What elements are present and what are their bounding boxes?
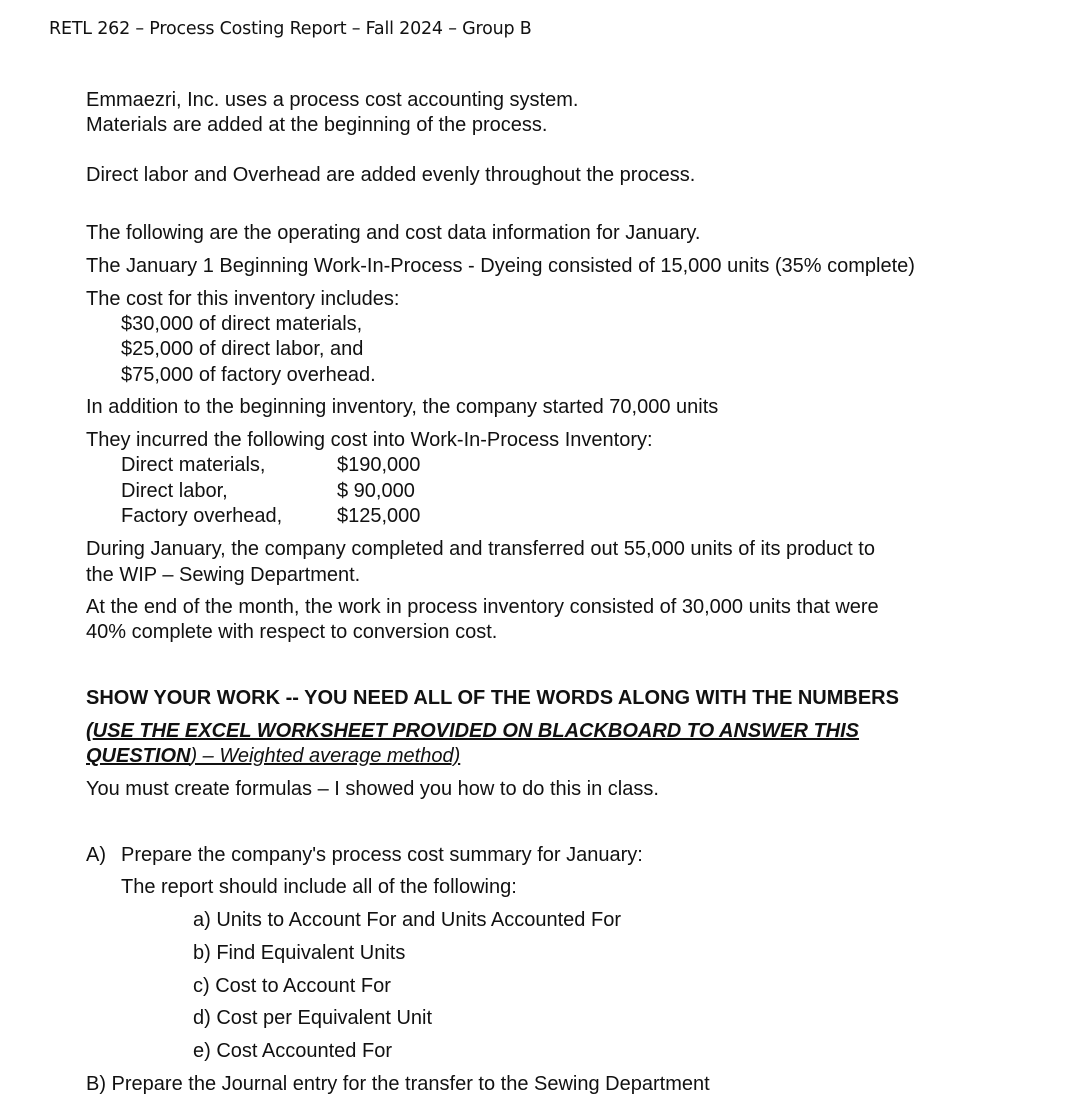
requirement-item: d) Cost per Equivalent Unit <box>193 1007 433 1029</box>
incurred-amount: $125,000 <box>337 505 421 527</box>
beginning-cost-materials: $30,000 of direct materials, <box>121 313 363 335</box>
incurred-amount: $190,000 <box>337 454 421 476</box>
formulas-instruction: You must create formulas – I showed you how to do this in class. <box>86 778 659 800</box>
transferred-line-1: During January, the company completed and transferred out 55,000 units of its product to <box>86 538 875 560</box>
excel-instruction-text: USE THE EXCEL WORKSHEET PROVIDED ON BLACKBOARD TO ANSWER THIS <box>92 720 860 742</box>
incurred-label: Direct materials, <box>121 454 266 476</box>
excel-question-word: QUESTION <box>86 745 191 767</box>
data-line-2: The January 1 Beginning Work-In-Process - Dyeing consisted of 15,000 units (35% complete) <box>86 255 915 277</box>
intro-line-2: Materials are added at the beginning of the process. <box>86 114 548 136</box>
transferred-line-2: the WIP – Sewing Department. <box>86 564 361 586</box>
excel-open-paren: ( <box>86 720 93 742</box>
incurred-label: Factory overhead, <box>121 505 283 527</box>
requirement-item: c) Cost to Account For <box>193 975 391 997</box>
excel-instruction-line-2 <box>86 744 460 768</box>
excel-instruction-line-1 <box>86 719 859 743</box>
requirement-item: a) Units to Account For and Units Accounted For <box>193 909 621 931</box>
question-a-text: Prepare the company's process cost summary for January: <box>121 844 643 866</box>
intro-line-3: Direct labor and Overhead are added evenly throughout the process. <box>86 164 696 186</box>
ending-line-1: At the end of the month, the work in process inventory consisted of 30,000 units that were <box>86 596 879 618</box>
data-line-3: The cost for this inventory includes: <box>86 288 400 310</box>
page-header: RETL 262 – Process Costing Report – Fall 2024 – Group B <box>49 19 532 39</box>
incurred-row-overhead <box>121 504 521 528</box>
weighted-average-method: ) – Weighted average method) <box>190 745 461 767</box>
question-a-label: A) <box>86 844 106 866</box>
question-a <box>86 843 643 867</box>
requirement-item: b) Find Equivalent Units <box>193 942 406 964</box>
incurred-row-materials <box>121 453 521 477</box>
beginning-cost-labor: $25,000 of direct labor, and <box>121 338 364 360</box>
question-b: B) Prepare the Journal entry for the transfer to the Sewing Department <box>86 1073 710 1095</box>
requirement-item: e) Cost Accounted For <box>193 1040 392 1062</box>
question-a-subtext: The report should include all of the following: <box>121 876 517 898</box>
data-line-1: The following are the operating and cost data information for January. <box>86 222 701 244</box>
intro-line-1: Emmaezri, Inc. uses a process cost accounting system. <box>86 89 579 111</box>
show-work-heading: SHOW YOUR WORK -- YOU NEED ALL OF THE WORDS ALONG WITH THE NUMBERS <box>86 687 899 709</box>
beginning-cost-overhead: $75,000 of factory overhead. <box>121 364 376 386</box>
incurred-row-labor <box>121 479 521 503</box>
incurred-amount: $ 90,000 <box>337 480 415 502</box>
incurred-cost-line: They incurred the following cost into Work-In-Process Inventory: <box>86 429 653 451</box>
started-units-line: In addition to the beginning inventory, the company started 70,000 units <box>86 396 719 418</box>
incurred-label: Direct labor, <box>121 480 228 502</box>
ending-line-2: 40% complete with respect to conversion cost. <box>86 621 498 643</box>
